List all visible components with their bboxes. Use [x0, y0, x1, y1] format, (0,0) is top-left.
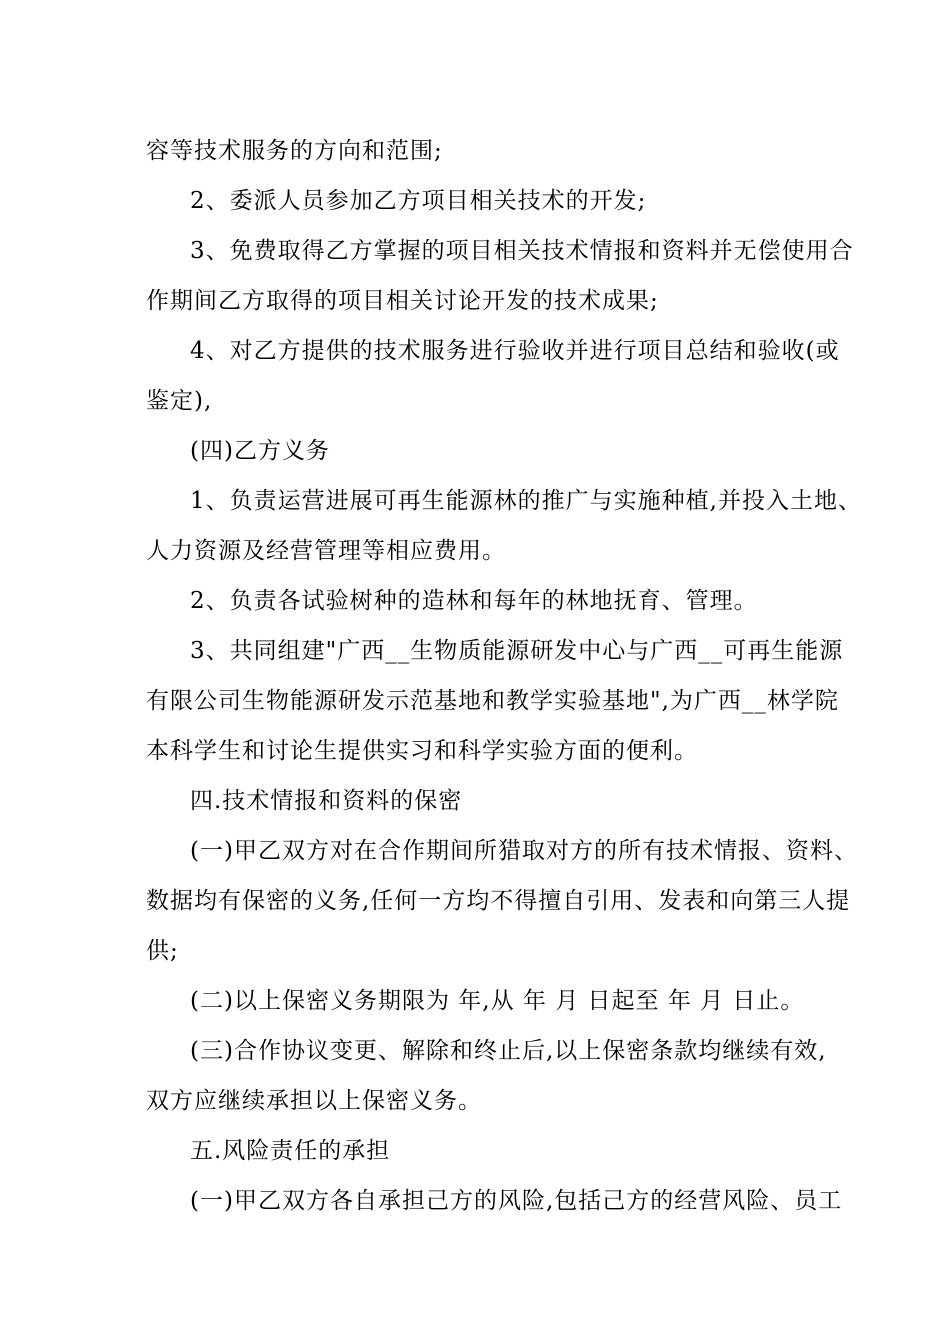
text-line: 4、对乙方提供的技术服务进行验收并进行项目总结和验收(或 — [190, 338, 840, 364]
text-line: 容等技术服务的方向和范围; — [146, 138, 443, 164]
text-line: 鉴定), — [146, 388, 213, 414]
text-line: (一)甲乙双方对在合作期间所猎取对方的所有技术情报、资料、 — [190, 838, 858, 864]
text-line: (二)以上保密义务期限为 年,从 年 月 日起至 年 月 日止。 — [190, 988, 805, 1014]
text-line: 人力资源及经营管理等相应费用。 — [146, 538, 506, 564]
text-line: 3、免费取得乙方掌握的项目相关技术情报和资料并无偿使用合 — [190, 238, 854, 264]
text-line: 供; — [146, 938, 179, 964]
section-heading: (四)乙方义务 — [190, 438, 330, 464]
text-line: 3、共同组建"广西__生物质能源研发中心与广西__可再生能源 — [190, 638, 844, 664]
text-line: 本科学生和讨论生提供实习和科学实验方面的便利。 — [146, 738, 698, 764]
text-line: 双方应继续承担以上保密义务。 — [146, 1088, 482, 1114]
section-heading: 五.风险责任的承担 — [190, 1138, 391, 1164]
text-line: 2、委派人员参加乙方项目相关技术的开发; — [190, 188, 647, 214]
text-line: 2、负责各试验树种的造林和每年的林地抚育、管理。 — [190, 588, 758, 614]
text-line: (一)甲乙双方各自承担己方的风险,包括己方的经营风险、员工 — [190, 1188, 843, 1214]
text-line: (三)合作协议变更、解除和终止后,以上保密条款均继续有效, — [190, 1038, 827, 1064]
text-line: 数据均有保密的义务,任何一方均不得擅自引用、发表和向第三人提 — [146, 888, 851, 914]
text-line: 作期间乙方取得的项目相关讨论开发的技术成果; — [146, 288, 659, 314]
section-heading: 四.技术情报和资料的保密 — [190, 788, 463, 814]
text-line: 1、负责运营进展可再生能源林的推广与实施种植,并投入土地、 — [190, 488, 862, 514]
text-line: 有限公司生物能源研发示范基地和教学实验基地",为广西__林学院 — [146, 688, 839, 714]
